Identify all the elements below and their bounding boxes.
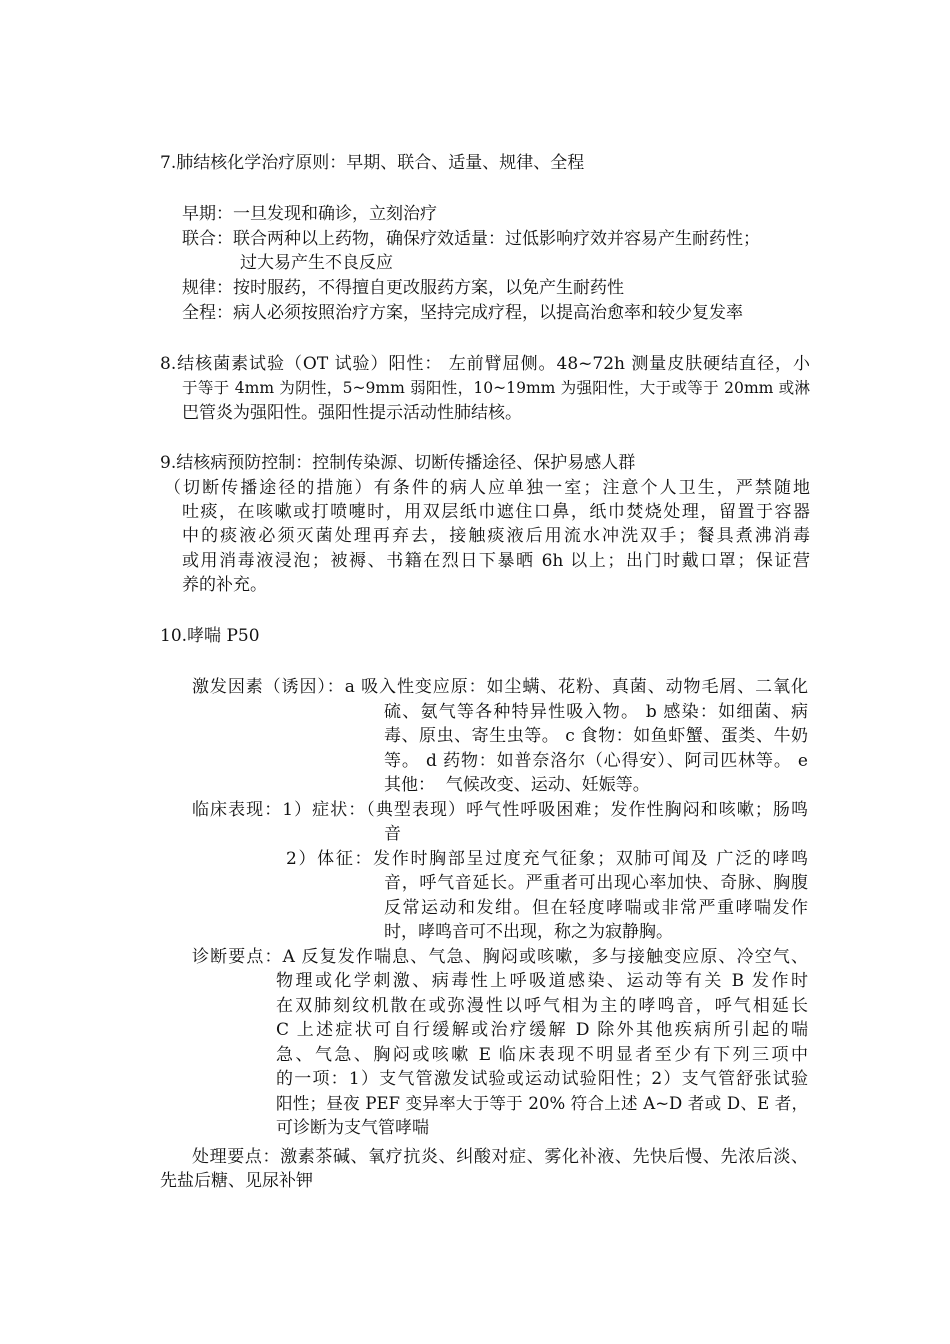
section-7-line-combined: 联合：联合两种以上药物，确保疗效适量：过低影响疗效并容易产生耐药性； xyxy=(182,229,760,249)
clinical-line: 反常运动和发绀。但在轻度哮喘或非常严重哮喘发作 xyxy=(384,898,808,918)
triggers-line: 等。 d 药物：如普奈洛尔（心得安）、阿司匹林等。 e xyxy=(384,751,808,771)
diagnosis-line: 物理或化学刺激、病毒性上呼吸道感染、运动等有关 B 发作时 xyxy=(276,971,808,991)
diagnosis-line: C 上述症状可自行缓解或治疗缓解 D 除外其他疾病所引起的喘 xyxy=(276,1020,808,1040)
section-7-line-combined-cont: 过大易产生不良反应 xyxy=(240,253,393,273)
section-9-heading: 9.结核病预防控制：控制传染源、切断传播途径、保护易感人群 xyxy=(160,453,636,473)
triggers-line: 硫、氨气等各种特异性吸入物。 b 感染：如细菌、病 xyxy=(384,702,808,722)
section-9-line: 中的痰液必须灭菌处理再弃去，接触痰液后用流水冲洗双手；餐具煮沸消毒 xyxy=(182,526,810,546)
section-8-line: 巴管炎为强阳性。强阳性提示活动性肺结核。 xyxy=(182,403,522,423)
section-7-heading: 7.肺结核化学治疗原则：早期、联合、适量、规律、全程 xyxy=(160,153,585,173)
diagnosis-line: 可诊断为支气管哮喘 xyxy=(276,1118,429,1138)
triggers-line: 毒、原虫、寄生虫等。 c 食物：如鱼虾蟹、蛋类、牛奶 xyxy=(384,726,808,746)
diagnosis-line: 阳性；昼夜 PEF 变异率大于等于 20% 符合上述 A~D 者或 D、E 者， xyxy=(276,1094,808,1113)
clinical-line: 临床表现：1）症状：（典型表现）呼气性呼吸困难；发作性胸闷和咳嗽；肠鸣 xyxy=(192,800,808,820)
diagnosis-line: 急、气急、胸闷或咳嗽 E 临床表现不明显者至少有下列三项中 xyxy=(276,1045,808,1065)
clinical-line: 2）体征：发作时胸部呈过度充气征象；双肺可闻及 广泛的哮鸣 xyxy=(286,849,808,869)
section-9-line: 或用消毒液浸泡；被褥、书籍在烈日下暴晒 6h 以上；出门时戴口罩；保证营 xyxy=(182,551,810,571)
section-8-line: 8.结核菌素试验（OT 试验）阳性： 左前臂屈侧。48~72h 测量皮肤硬结直径，小 xyxy=(160,354,810,374)
section-9-line: 养的补充。 xyxy=(182,575,267,595)
diagnosis-line: 诊断要点：A 反复发作喘息、气急、胸闷或咳嗽，多与接触变应原、冷空气、 xyxy=(192,947,808,967)
section-7-line-full-course: 全程：病人必须按照治疗方案，坚持完成疗程，以提高治愈率和较少复发率 xyxy=(182,303,743,323)
treatment-line: 先盐后糖、见尿补钾 xyxy=(160,1171,313,1191)
section-10-heading: 10.哮喘 P50 xyxy=(160,626,260,646)
diagnosis-line: 的一项：1）支气管激发试验或运动试验阳性；2）支气管舒张试验 xyxy=(276,1069,808,1089)
diagnosis-line: 在双肺刻纹机散在或弥漫性以呼气相为主的哮鸣音，呼气相延长 xyxy=(276,996,808,1016)
section-7-line-regular: 规律：按时服药，不得擅自更改服药方案，以免产生耐药性 xyxy=(182,278,624,298)
triggers-line: 其他： 气候改变、运动、妊娠等。 xyxy=(384,775,650,795)
clinical-line: 时，哮鸣音可不出现，称之为寂静胸。 xyxy=(384,922,673,942)
section-9-line: 吐痰，在咳嗽或打喷嚏时，用双层纸巾遮住口鼻，纸巾焚烧处理，留置于容器 xyxy=(182,502,810,522)
section-8-line: 于等于 4mm 为阴性，5~9mm 弱阳性，10~19mm 为强阳性，大于或等于 20mm 或淋 xyxy=(182,379,810,397)
treatment-line: 处理要点：激素茶碱、氧疗抗炎、纠酸对症、雾化补液、先快后慢、先浓后淡、 xyxy=(192,1147,808,1167)
clinical-line: 音 xyxy=(384,824,401,844)
clinical-line: 音，呼气音延长。严重者可出现心率加快、奇脉、胸腹 xyxy=(384,873,808,893)
section-7-line-early: 早期：一旦发现和确诊，立刻治疗 xyxy=(182,204,437,224)
triggers-line: 激发因素（诱因）：a 吸入性变应原：如尘螨、花粉、真菌、动物毛屑、二氧化 xyxy=(192,677,808,697)
section-9-line: （切断传播途径的措施）有条件的病人应单独一室；注意个人卫生，严禁随地 xyxy=(164,478,810,498)
